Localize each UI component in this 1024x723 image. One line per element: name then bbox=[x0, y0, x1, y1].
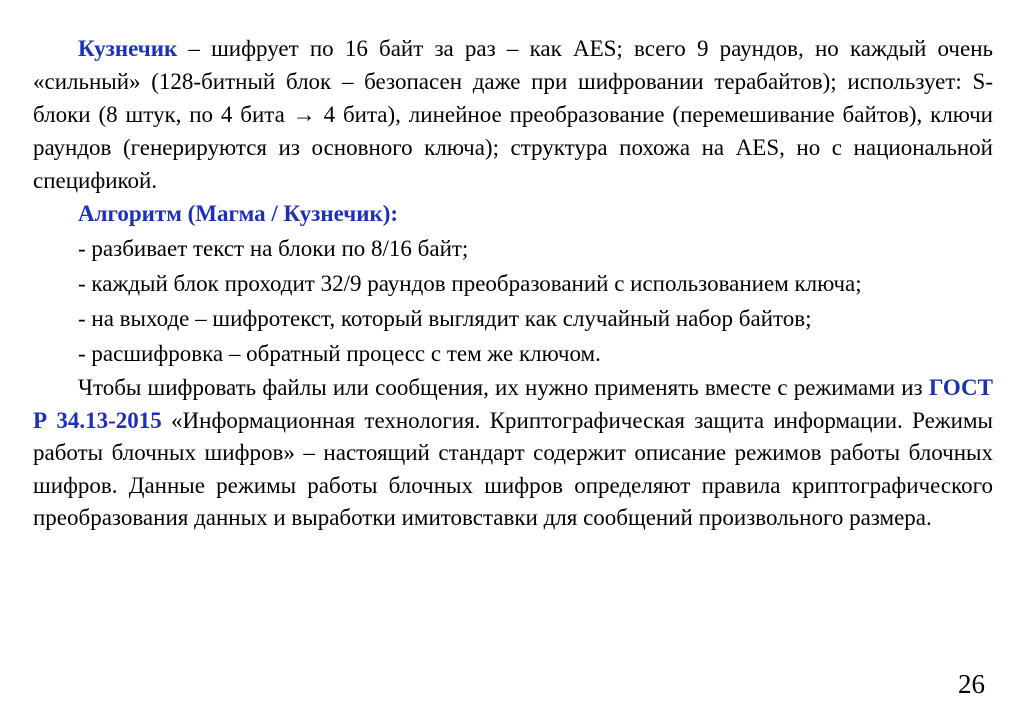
kuznechik-term: Кузнечик bbox=[78, 36, 178, 61]
algorithm-heading: Алгоритм (Магма / Кузнечик): bbox=[78, 201, 399, 226]
algorithm-step: - разбивает текст на блоки по 8/16 байт; bbox=[78, 236, 469, 261]
page-number: 26 bbox=[958, 669, 985, 699]
gost-standard-reference: ГОСТ Р 34.13-2015 bbox=[33, 375, 993, 433]
kuznechik-description: – шифрует по 16 байт за раз – как AES; всего 9 раундов, но каждый очень «сильный» (128-битный блок – безопасен даже при шифровании терабайтов); использует: S-блоки (8 штук, по 4 бита → 4 бита), линейное преобразование (перемешивание байтов), ключи раундов (генерируются из основного ключа); структура похожа на AES, но с национальной спецификой. bbox=[33, 36, 993, 193]
slide-content bbox=[33, 32, 993, 535]
algorithm-step: - на выходе – шифротекст, который выглядит как случайный набор байтов; bbox=[78, 306, 812, 331]
modes-intro-text: Чтобы шифровать файлы или сообщения, их нужно применять вместе с режимами из bbox=[78, 375, 929, 400]
algorithm-step: - расшифровка – обратный процесс с тем же ключом. bbox=[78, 341, 601, 366]
modes-paragraph bbox=[33, 372, 993, 535]
modes-description: «Информационная технология. Криптографическая защита информации. Режимы работы блочных шифров» – настоящий стандарт содержит описание режимов работы блочных шифров. Данные режимы работы блочных шифров определяют правила криптографического преобразования данных и выработки имитовставки для сообщений произвольного размера. bbox=[33, 407, 993, 530]
algorithm-steps-list bbox=[33, 232, 993, 372]
kuznechik-paragraph bbox=[33, 32, 993, 197]
algorithm-step: - каждый блок проходит 32/9 раундов преобразований с использованием ключа; bbox=[78, 271, 862, 296]
